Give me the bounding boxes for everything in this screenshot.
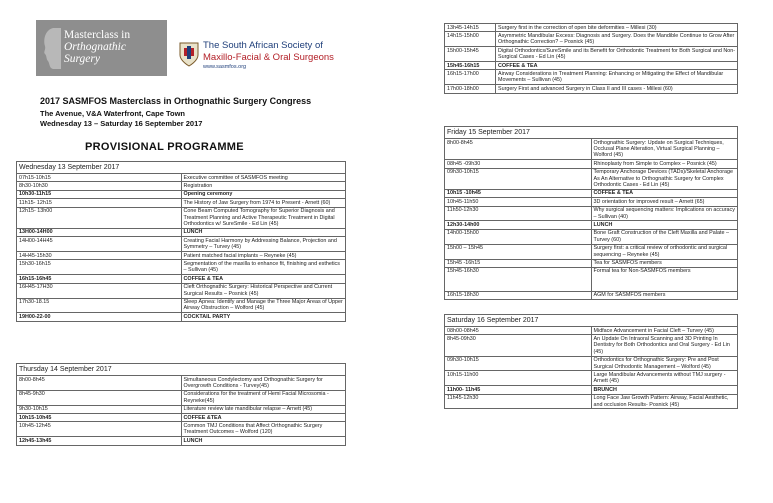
session-time: 14h15-15h00 [445,32,496,47]
session-time: 14H00-14H45 [17,237,182,252]
session-title: Considerations for the treatment of Hemi Facial Microsomia - Reyneke(45) [181,390,346,405]
schedule-row [445,371,738,386]
schedule-row [445,62,738,70]
session-title: Digital Orthodontics/SureSmile and its Benefit for Orthodontic Treatment for Both Surgical and Non-Surgical Cases - Ed Lin (45) [496,47,738,62]
session-title: Surgery first: a critical review of orthodontic and surgical sequencing – Reyneke (45) [591,244,738,259]
schedule-row [17,190,346,198]
schedule-row [445,168,738,189]
logo-wordmark [64,29,130,65]
schedule-row [445,327,738,335]
session-time: 8h45-9h30 [17,390,182,405]
schedule-row [17,228,346,236]
schedule-row [17,174,346,182]
session-time: 13H00-14H00 [17,228,182,236]
schedule-row [445,386,738,394]
thursday-continued-table [444,23,738,94]
session-time: 12h30-14h00 [445,221,592,229]
schedule-row [445,335,738,356]
session-time: 16h15-18h30 [445,291,592,299]
schedule-row [17,199,346,207]
session-time: 10h15 -10h45 [445,189,592,197]
schedule-row [17,405,346,413]
session-time: 15h30-16h15 [17,260,182,275]
session-title: COFFEE &TEA [181,414,346,422]
session-time: 12h15- 13h00 [17,207,182,228]
session-title: Temporary Anchorage Devices (TADs)/Skeletal Anchorage As An Alternative to Orthognathic Surgery for Complex Orthodontic Cases - Ed Lin (45) [591,168,738,189]
schedule-row [445,198,738,206]
congress-title: 2017 SASMFOS Masterclass in Orthognathic Surgery Congress [40,96,312,106]
schedule-row [445,244,738,259]
session-title: Cleft Orthognathic Surgery: Historical Perspective and Current Surgical Results – Posnick (45) [181,283,346,298]
session-title: The History of Jaw Surgery from 1974 to Present - Arnett (60) [181,199,346,207]
congress-venue: The Avenue, V&A Waterfront, Cape Town [40,109,186,118]
session-title: Surgery First and advanced Surgery in Class II and III cases - Millesi (60) [496,85,738,93]
session-time: 10h45-11h50 [445,198,592,206]
session-time: 10h30-11h15 [17,190,182,198]
session-time: 09h30-10h15 [445,356,592,371]
session-time: 14H45-15h30 [17,252,182,260]
session-title: Literature review late mandibular relapse – Arnett (45) [181,405,346,413]
session-title: Asymmetric Mandibular Excess: Diagnosis and Surgery. Does the Mandible Continue to Grow After Orthognathic Correction? – Posnick (45) [496,32,738,47]
session-title: LUNCH [181,228,346,236]
session-title: Common TMJ Conditions that Affect Orthognathic Surgery Treatment Outcomes – Wolford (120) [181,422,346,437]
session-title: Registration [181,182,346,190]
session-title: COFFEE & TEA [181,275,346,283]
session-time: 19H00-22-00 [17,313,182,321]
schedule-row [17,414,346,422]
session-time: 17h00-18h00 [445,85,496,93]
thursday-heading: Thursday 14 September 2017 [17,364,346,376]
schedule-row [17,252,346,260]
thursday-schedule-table [16,363,346,446]
schedule-row [445,267,738,291]
schedule-row [17,313,346,321]
society-name-line-1: The South African Society of [203,40,323,51]
session-time: 09h30-10h15 [445,168,592,189]
schedule-row [445,356,738,371]
session-time: 16h15-16h45 [17,275,182,283]
session-title: COCKTAIL PARTY [181,313,346,321]
schedule-row [445,229,738,244]
saturday-schedule-table [444,314,738,409]
session-title: An Update On Intraoral Scanning and 3D Printing In Dentistry for Both Orthodontics and Oral Surgery - Ed Lin (45) [591,335,738,356]
schedule-row [17,260,346,275]
logo-line-3: Surgery [64,53,100,65]
session-title: Rhinoplasty from Simple to Complex – Posnick (45) [591,160,738,168]
session-title: Orthodontics for Orthognathic Surgery: Pre and Post Surgical Orthodontic Management – Wolford (45) [591,356,738,371]
session-time: 16h15-17h00 [445,70,496,85]
schedule-row [17,275,346,283]
session-title: COFFEE & TEA [591,189,738,197]
schedule-row [445,47,738,62]
session-time: 11h45-12h30 [445,394,592,409]
session-time: 15h45 -16h15 [445,259,592,267]
session-title: Long Face Jaw Growth Pattern: Airway, Facial Aesthetic, and occlusion Results- Posnick (45) [591,394,738,409]
session-time: 9h30-10h15 [17,405,182,413]
session-title: 3D orientation for improved result – Arnett (65) [591,198,738,206]
session-time: 14h00-15h00 [445,229,592,244]
session-time: 8h45-09h30 [445,335,592,356]
session-time: 08h45 -09h30 [445,160,592,168]
session-title: AGM for SASMFOS members [591,291,738,299]
session-title: Simultaneous Condylectomy and Orthognathic Surgery for Overgrowth Conditions - Turvey(45) [181,376,346,391]
session-time: 11h15- 12h15 [17,199,182,207]
session-title: BRUNCH [591,386,738,394]
society-url[interactable]: www.sasmfos.org [203,64,247,70]
session-title: Formal tea for Non-SASMFOS members [591,267,738,291]
session-time: 17h30-18.15 [17,298,182,313]
session-time: 15h00 – 15h45 [445,244,592,259]
session-time: 13h45-14h15 [445,24,496,32]
session-title: LUNCH [591,221,738,229]
session-time: 11h50-12h30 [445,206,592,221]
session-title: Tea for SASMFOS members [591,259,738,267]
schedule-row [17,376,346,391]
session-time: 8h00-8h45 [17,376,182,391]
session-time: 11h00- 11h45 [445,386,592,394]
society-name [203,40,334,64]
schedule-row [445,85,738,93]
schedule-row [445,160,738,168]
schedule-row [17,298,346,313]
schedule-row [445,394,738,409]
session-time: 15h45-16h30 [445,267,592,291]
congress-dates: Wednesday 13 – Saturday 16 September 2017 [40,119,203,128]
session-title: Sleep Apnea: Identify and Manage the Three Major Areas of Upper Airway Obstruction – Wolford (45) [181,298,346,313]
society-name-line-2: Maxillo-Facial & Oral Surgeons [203,52,334,63]
session-title: Cone Beam Computed Tomography for Superior Diagnosis and Treatment Planning and Active Therapeutic Treatment in Digital Orthodontics w/ SureSmile - Ed Lin (45) [181,207,346,228]
face-profile-icon [39,26,61,70]
session-title: Surgery first in the correction of open bite deformities – Millesi (30) [496,24,738,32]
session-time: 10h45-12h45 [17,422,182,437]
schedule-row [445,70,738,85]
schedule-row [17,283,346,298]
schedule-row [17,390,346,405]
schedule-row [17,182,346,190]
schedule-row [17,237,346,252]
session-title: Why surgical sequencing matters: Implications on accuracy – Sullivan (40) [591,206,738,221]
session-time: 12h45-13h45 [17,437,182,445]
session-title: Large Mandibular Advancements without TMJ surgery - Arnett (45) [591,371,738,386]
session-time: 08h00-08h45 [445,327,592,335]
session-title: Airway Considerations in Treatment Planning: Enhancing or Mitigating the Effect of Mandibular Movements – Sullivan (45) [496,70,738,85]
session-title: Bone Graft Construction of the Cleft Maxilla and Palate – Turvey (60) [591,229,738,244]
session-time: 07h15-10h15 [17,174,182,182]
schedule-row [445,221,738,229]
schedule-row [445,24,738,32]
session-time: 10h15-10h45 [17,414,182,422]
session-title: Midface Advancement in Facial Cleft – Turvey (45) [591,327,738,335]
schedule-row [17,207,346,228]
schedule-row [17,422,346,437]
schedule-row [445,139,738,160]
session-time: 10h15-11h00 [445,371,592,386]
session-title: Creating Facial Harmony by Addressing Balance, Projection and Symmetry – Turvey (45) [181,237,346,252]
session-title: LUNCH [181,437,346,445]
friday-heading: Friday 15 September 2017 [445,127,738,139]
session-title: Segmentation of the maxilla to enhance fit, finishing and esthetics – Sullivan (45) [181,260,346,275]
schedule-row [17,437,346,445]
schedule-row [445,32,738,47]
session-time: 15h45-16h15 [445,62,496,70]
wednesday-heading: Wednesday 13 September 2017 [17,162,346,174]
logo-line-2: Orthognathic [64,41,126,53]
masterclass-logo [36,20,167,76]
logo-line-1: Masterclass in [64,29,131,41]
wednesday-schedule-table [16,161,346,322]
session-title: COFFEE & TEA [496,62,738,70]
session-title: Opening ceremony [181,190,346,198]
session-title: Executive committee of SASMFOS meeting [181,174,346,182]
schedule-row [445,189,738,197]
session-time: 8h30-10h30 [17,182,182,190]
session-time: 16H45-17H30 [17,283,182,298]
session-time: 15h00-15h45 [445,47,496,62]
society-crest-icon [178,41,200,67]
schedule-row [445,206,738,221]
session-title: Orthognathic Surgery: Update on Surgical Techniques, Occlusal Plane Alteration, Virtual Surgical Planning – Wolford (45) [591,139,738,160]
saturday-heading: Saturday 16 September 2017 [445,315,738,327]
programme-title: PROVISIONAL PROGRAMME [85,141,244,153]
session-title: Patient matched facial implants – Reyneke (45) [181,252,346,260]
schedule-row [445,291,738,299]
session-time: 8h00-8h45 [445,139,592,160]
friday-schedule-table [444,126,738,300]
schedule-row [445,259,738,267]
